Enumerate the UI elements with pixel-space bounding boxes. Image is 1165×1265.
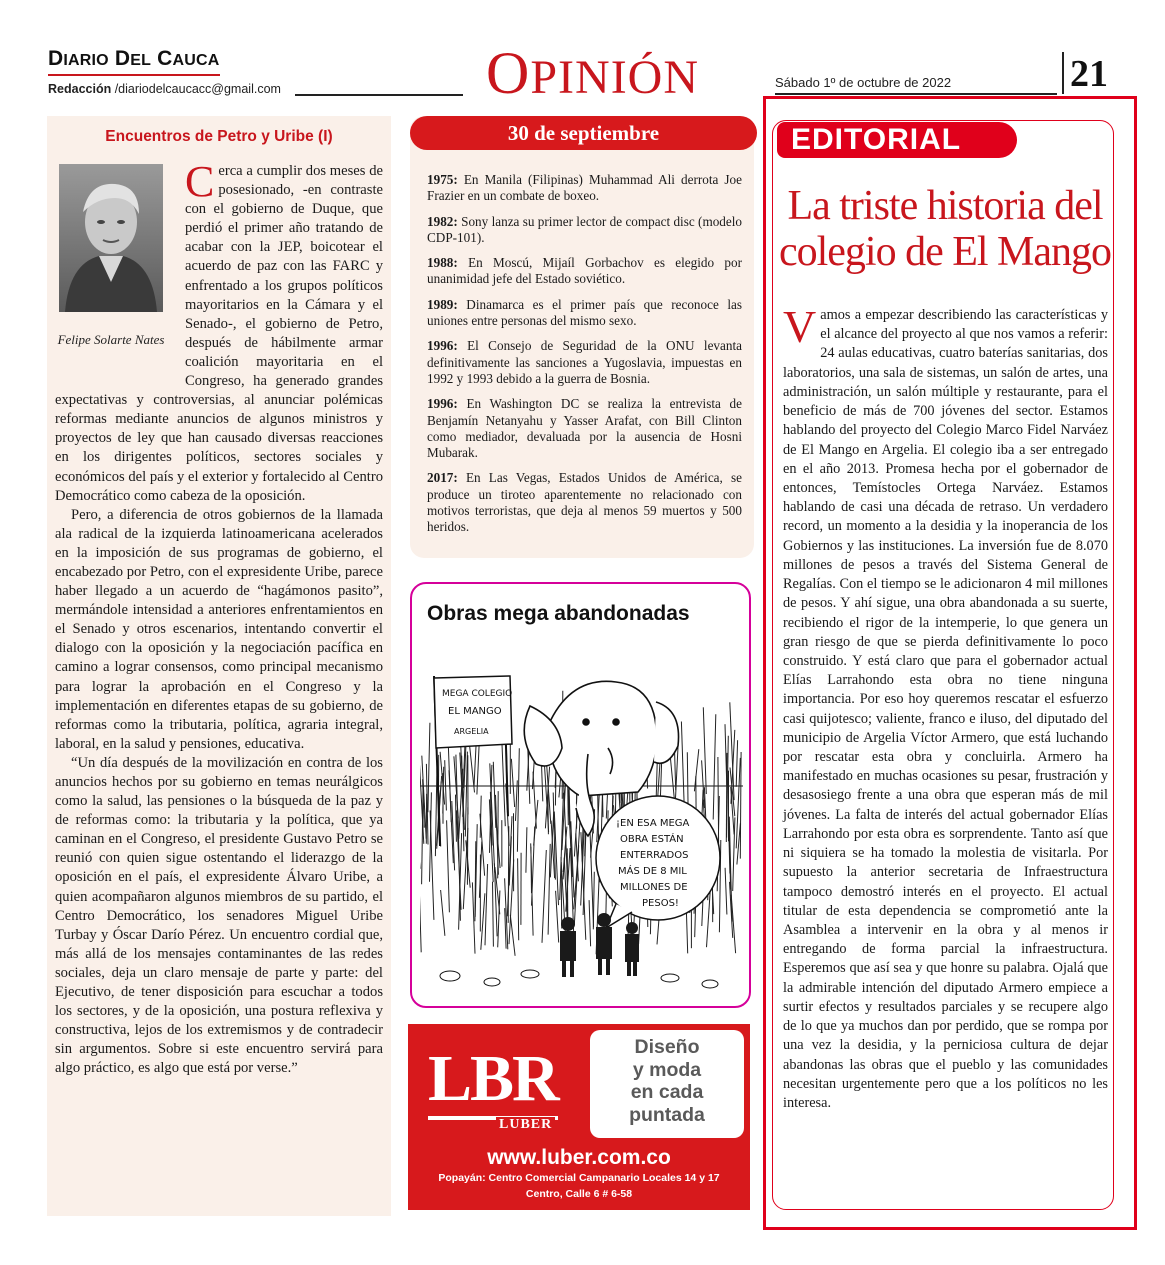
header-rule-right	[775, 93, 1057, 95]
newspaper-brand: DIARIO DEL CAUCA	[48, 46, 220, 76]
efemeride-text: En Las Vegas, Estados Unidos de América, se produce un tiroteo aparentemente no relacionado con motivos terroristas, que deja al menos 59 muertos y 500 heridos.	[427, 470, 742, 535]
cartoon-illustration	[420, 636, 743, 998]
ad-address: Popayán: Centro Comercial Campanario Locales 14 y 17	[438, 1172, 720, 1184]
cartoon-sign-line: ARGELIA	[454, 727, 489, 736]
children-drawing	[560, 913, 639, 977]
luber-logo	[428, 1040, 588, 1136]
column-title: Encuentros de Petro y Uribe (I)	[105, 128, 333, 145]
redaccion-email: /diariodelcaucacc@gmail.com	[114, 82, 281, 96]
efemeride-item	[427, 396, 742, 461]
column-paragraph: Pero, a diferencia de otros gobiernos de la llamada ala radical de la izquierda latinoamericana acelerados en la imposición de sus programas de gobierno, el encabezado por Petro, con el expresidente Uribe, parece haber llegado a un acuerdo de “hagámonos pasito”, mermándole intensidad a anteriores enfrentamientos en el Senado y otros escenarios, intentando convertir el dialogo con la oposición y la negociación pacífica en camino a lograr consensos, como principal mecanismo para lograr la aprobación en el Congreso y la implementación en diferentes etapas de su gobierno, de reformas como la tributaria, política, agraria integral, laboral, en la salud y pensiones, educativa.	[55, 506, 383, 752]
cartoon-sign-line: MEGA COLEGIO	[442, 689, 513, 699]
efemeride-item	[427, 172, 742, 205]
page-number-separator	[1062, 52, 1064, 94]
efemeride-text: Sony lanza su primer lector de compact disc (modelo CDP-101).	[427, 213, 742, 245]
efemeride-text: En Washington DC se realiza la entrevista de Benjamín Netanyahu y Yasser Arafat, con Bill Clinton como mediador, devaluada por la ausencia de Hosni Mubarak.	[427, 396, 742, 461]
editorial-text: amos a empezar describiendo las características y el alcance del proyecto al que nos vamos a referir: 24 aulas educativas, cuatro baterías sanitarias, dos laboratorios, una sala de sistemas, un salón de artes, una administración, un salón múltiple y restaurante, para el beneficio de más de 700 jóvenes del sector. Estamos hablando del proyecto del Colegio Marco Fidel Narváez de El Mango en Argelia. El colegio iba a ser entregado en el año 2013. Promesa hecha por el gobernador de entonces, Temístocles Ortega Narváez. Estamos hablando de casi una década de retraso. Un verdadero record, un momento a la desidia y la inoperancia de los Gobiernos y las instituciones. La inversión fue de 8.070 millones de pesos a través del Sistema General de Regalías. Con el tiempo se le adicionaron 4 mil millones de pesos. Y ahí sigue, una obra abandonada a su suerte, recibiendo el rigor de la intemperie, lo que genera un gran riesgo de que se pierda definitivamente lo poco construido. Y está claro que para el gobernador actual Elías Larrahondo esta obra no tiene ninguna importancia. Por eso hoy queremos rescatar el esfuerzo casi quijotesco; valiente, franco e iluso, del diputado del municipio de Argelia Víctor Armero, que está luchando por rescatar esta obra y concluirla. Armero ha manifestado en muchas ocasiones su pesar, frustración y desasosiego frente a una obra que esperan más de mil jóvenes. La falta de interés del actual gobernador Elías Larrahondo por esta obra es sorprendente. Tanto así que ni siquiera se ha tomado la molestia de visitarla. Por supuesto la anterior secretaria de Infraestructura tampoco demostró interés en el proyecto. El actual titular de esta dependencia se comprometió ante la Asamblea a intervenir en la obra y al menos ir entregando de forma parcial la infraestructura. Esperemos que así sea y que honre su palabra. Ojalá que la admirable intención del diputado Armero empiece a surtir efectos y resultados parciales y se recupere algo de lo que ya muchos dan por perdido, que se rompa por una vez la desidia, y la perniciosa cultura de dejar abandonas las obras que el pueblo y las comunidades necesitan urgentemente pero que a los políticos no les interesa.	[783, 307, 1108, 1111]
column-paragraph	[55, 157, 383, 506]
efemerides-list	[427, 172, 742, 545]
speech-line: MÁS DE 8 MIL	[618, 866, 687, 877]
efemeride-year: 1982:	[427, 213, 458, 229]
issue-date: Sábado 1º de octubre de 2022	[775, 75, 952, 90]
efemerides-title: 30 de septiembre	[410, 116, 757, 150]
speech-bubble	[596, 796, 720, 928]
ad-address: Centro, Calle 6 # 6-58	[525, 1188, 633, 1200]
editorial-dropcap: V	[783, 301, 817, 352]
redaccion-line	[48, 82, 281, 96]
ad-tagline-line: y moda	[632, 1058, 702, 1081]
cartoon-sign-line: EL MANGO	[448, 706, 502, 717]
author-name: Felipe Solarte Nates	[57, 332, 165, 347]
cartoon-title: Obras mega abandonadas	[427, 602, 690, 625]
efemeride-year: 1988:	[427, 255, 458, 271]
column-body	[55, 157, 383, 1079]
page-number: 21	[1070, 53, 1108, 95]
speech-line: MILLONES DE	[620, 882, 688, 893]
efemeride-year: 1996:	[427, 338, 458, 354]
speech-line: ¡EN ESA MEGA	[616, 818, 690, 829]
efemeride-year: 1989:	[427, 296, 458, 312]
cartoon-box	[410, 582, 751, 1008]
efemeride-text: Dinamarca es el primer país que reconoce las uniones entre personas del mismo sexo.	[427, 296, 742, 329]
speech-line: ENTERRADOS	[620, 850, 689, 861]
luber-logo-sub: LUBER	[496, 1117, 555, 1133]
ad-tagline-line: en cada	[630, 1081, 704, 1103]
column-paragraph-text: Cerca a cumplir dos meses de posesionado, -en contraste con el gobierno de Duque, que perdió el primer año tratando de acabar con la JEP, boicotear el acuerdo de paz con las FARC y enfrentado a los grupos políticos mayoritarios en la Cámara y el Senado-, el gobierno de Petro, después de hábilmente armar coalición mayoritaria en el Congreso, ha generado grandes expectativas y controversias, al anunciar polémicas reformas mediante anuncios de algunos ministros y proyectos de ley que han causado diversas reacciones en los dirigentes políticos, sectores sociales y económicos del país y el exterior y fortalecido al Centro Democrático como cabeza de la oposición.	[55, 157, 383, 504]
speech-line: PESOS!	[642, 898, 679, 909]
efemeride-year: 1996:	[427, 396, 458, 412]
efemeride-item	[427, 297, 742, 330]
efemeride-text: En Manila (Filipinas) Muhammad Ali derrota Joe Frazier en un combate de boxeo.	[427, 172, 742, 204]
ad-tagline-line: Diseño	[634, 1036, 700, 1058]
redaccion-label: Redacción	[48, 82, 112, 96]
luber-logo-mark: LBR	[428, 1042, 558, 1115]
column-paragraph: “Un día después de la movilización en contra de los anuncios hechos por su gobierno en temas neurálgicos como la salud, las pensiones o la búsqueda de la paz y de reformas como: la tributaria y la política, que ya caminan en el Congreso, el presidente Gustavo Petro se reunió con quien sigue ostentando el liderazgo de la oposición en el país, el expresidente Álvaro Uribe, a quien acompañaron algunos miembros de su partido, el Centro Democrático, los senadores Miguel Uribe Turbay y Óscar Darío Pérez. Un encuentro cordial que, más allá de los mensajes contaminantes de las redes sociales, deja un claro mensaje de parte y parte: del Ejecutivo, de tener disposición para escuchar a todos los sectores, y de la oposición, una postura reflexiva y constructiva, lejos de los extremismos y de contradecir sin argumentos. Sobre si este encuentro servirá para algo práctico, es algo que está por verse.”	[55, 754, 383, 1077]
header-rule-left	[295, 94, 463, 96]
editorial-label: EDITORIAL	[777, 122, 1017, 158]
ad-url-link[interactable]: www.luber.com.co	[487, 1146, 671, 1169]
efemeride-year: 2017:	[427, 470, 458, 486]
opinion-column	[47, 116, 391, 1216]
efemeride-item	[427, 338, 742, 387]
efemeride-text: El Consejo de Seguridad de la ONU levanta definitivamente las sanciones a Yugoslavia, impuestas en 1992 y 1993 debido a la guerra de Bosnia.	[427, 338, 742, 386]
efemeride-text: En Moscú, Mijaíl Gorbachov es elegido por unanimidad jefe del Estado soviético.	[427, 255, 742, 287]
column-dropcap: C	[185, 157, 215, 206]
editorial-body	[783, 301, 1108, 1113]
section-title: OPINIÓN	[486, 40, 699, 106]
efemeride-item	[427, 470, 742, 535]
editorial-headline: La triste historia del colegio de El Mango	[778, 183, 1112, 275]
ad-tagline	[590, 1030, 744, 1138]
speech-line: OBRA ESTÁN	[620, 834, 684, 845]
efemeride-year: 1975:	[427, 172, 458, 187]
ad-tagline-line: puntada	[629, 1103, 705, 1126]
efemeride-item	[427, 255, 742, 288]
efemeride-item	[427, 214, 742, 247]
